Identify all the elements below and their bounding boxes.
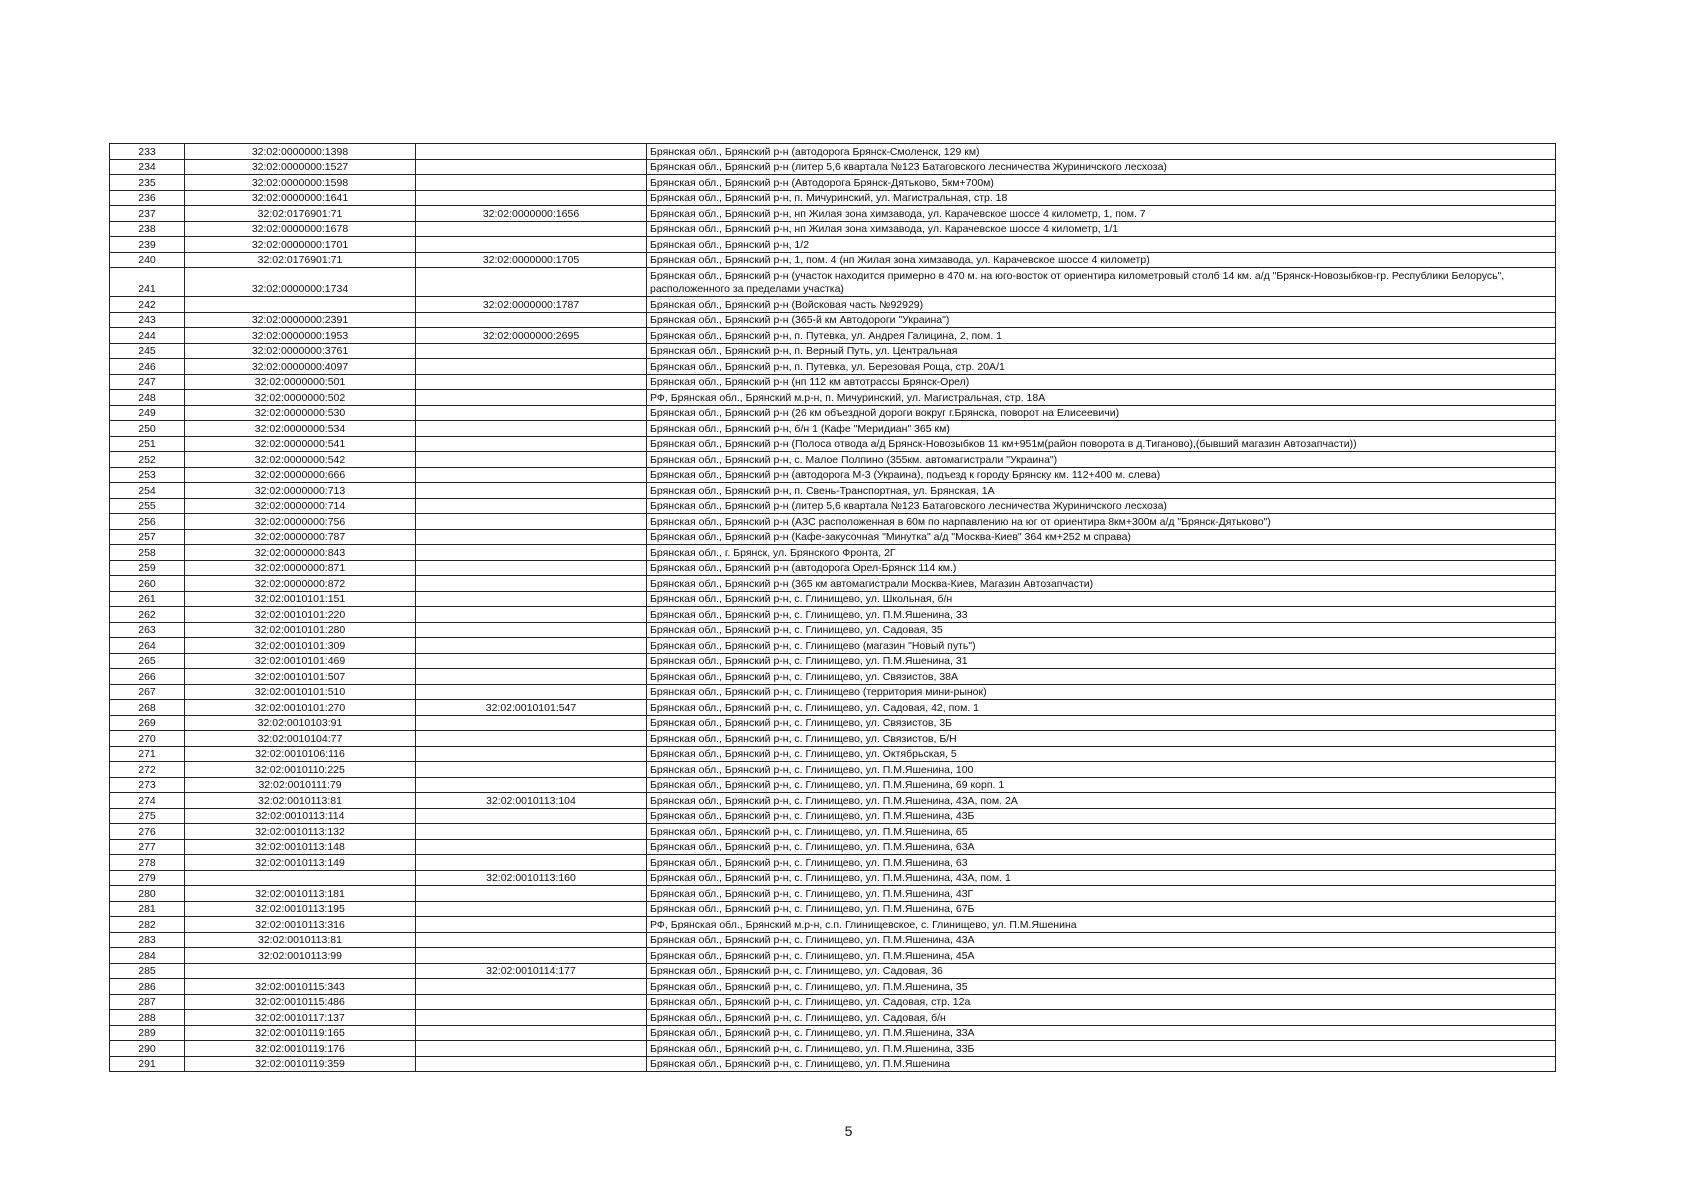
row-number-cell: 258 xyxy=(110,545,185,561)
parent-cadastral-number-cell xyxy=(416,762,647,778)
cadastral-number-cell: 32:02:0000000:502 xyxy=(185,390,416,406)
parent-cadastral-number-cell: 32:02:0000000:1787 xyxy=(416,297,647,313)
cadastral-number-cell: 32:02:0010101:309 xyxy=(185,638,416,654)
row-number-cell: 266 xyxy=(110,669,185,685)
address-cell: Брянская обл., Брянский р-н (Войсковая часть №92929) xyxy=(647,297,1556,313)
cadastral-number-cell: 32:02:0010113:316 xyxy=(185,917,416,933)
cadastral-number-cell: 32:02:0010101:469 xyxy=(185,653,416,669)
cadastral-number-cell: 32:02:0000000:501 xyxy=(185,374,416,390)
cadastral-number-cell: 32:02:0000000:541 xyxy=(185,436,416,452)
cadastral-number-cell: 32:02:0010113:114 xyxy=(185,808,416,824)
parent-cadastral-number-cell xyxy=(416,436,647,452)
parent-cadastral-number-cell: 32:02:0000000:2695 xyxy=(416,328,647,344)
row-number-cell: 237 xyxy=(110,206,185,222)
address-cell: Брянская обл., Брянский р-н, нп Жилая зона химзавода, ул. Карачевское шоссе 4 километр, 1/1 xyxy=(647,221,1556,237)
row-number-cell: 274 xyxy=(110,793,185,809)
table-row xyxy=(110,948,1556,964)
table-row xyxy=(110,901,1556,917)
row-number-cell: 241 xyxy=(110,268,185,297)
row-number-cell: 268 xyxy=(110,700,185,716)
table-row xyxy=(110,731,1556,747)
parent-cadastral-number-cell xyxy=(416,1025,647,1041)
table-row xyxy=(110,824,1556,840)
address-cell: Брянская обл., Брянский р-н, с. Глинищево, ул. П.М.Яшенина, 43Б xyxy=(647,808,1556,824)
row-number-cell: 264 xyxy=(110,638,185,654)
parent-cadastral-number-cell: 32:02:0010101:547 xyxy=(416,700,647,716)
row-number-cell: 261 xyxy=(110,591,185,607)
cadastral-number-cell: 32:02:0010104:77 xyxy=(185,731,416,747)
parent-cadastral-number-cell xyxy=(416,994,647,1010)
row-number-cell: 256 xyxy=(110,514,185,530)
cadastral-number-cell: 32:02:0010115:486 xyxy=(185,994,416,1010)
row-number-cell: 239 xyxy=(110,237,185,253)
address-cell: Брянская обл., Брянский р-н, с. Глинищево, ул. П.М.Яшенина, 35 xyxy=(647,979,1556,995)
parent-cadastral-number-cell xyxy=(416,144,647,160)
parent-cadastral-number-cell xyxy=(416,622,647,638)
address-cell: Брянская обл., Брянский р-н, с. Глинищево, ул. П.М.Яшенина, 100 xyxy=(647,762,1556,778)
address-cell: Брянская обл., Брянский р-н (Автодорога Брянск-Дятьково, 5км+700м) xyxy=(647,175,1556,191)
row-number-cell: 235 xyxy=(110,175,185,191)
parent-cadastral-number-cell xyxy=(416,839,647,855)
parent-cadastral-number-cell xyxy=(416,175,647,191)
table-row xyxy=(110,777,1556,793)
row-number-cell: 284 xyxy=(110,948,185,964)
cadastral-number-cell: 32:02:0010113:81 xyxy=(185,793,416,809)
row-number-cell: 249 xyxy=(110,405,185,421)
row-number-cell: 273 xyxy=(110,777,185,793)
table-row xyxy=(110,498,1556,514)
parent-cadastral-number-cell xyxy=(416,855,647,871)
row-number-cell: 260 xyxy=(110,576,185,592)
table-row xyxy=(110,669,1556,685)
row-number-cell: 248 xyxy=(110,390,185,406)
parent-cadastral-number-cell: 32:02:0010114:177 xyxy=(416,963,647,979)
table-row xyxy=(110,638,1556,654)
table-row xyxy=(110,328,1556,344)
table-row xyxy=(110,1025,1556,1041)
parent-cadastral-number-cell xyxy=(416,576,647,592)
address-cell: Брянская обл., Брянский р-н, п. Верный Путь, ул. Центральная xyxy=(647,343,1556,359)
parent-cadastral-number-cell xyxy=(416,777,647,793)
table-row xyxy=(110,221,1556,237)
table-row xyxy=(110,855,1556,871)
address-cell: Брянская обл., Брянский р-н, с. Глинищево, ул. Связистов, 3Б xyxy=(647,715,1556,731)
cadastral-number-cell: 32:02:0000000:1701 xyxy=(185,237,416,253)
parent-cadastral-number-cell: 32:02:0000000:1656 xyxy=(416,206,647,222)
cadastral-number-cell: 32:02:0010110:225 xyxy=(185,762,416,778)
cadastral-number-cell: 32:02:0010113:148 xyxy=(185,839,416,855)
row-number-cell: 250 xyxy=(110,421,185,437)
cadastral-number-cell: 32:02:0000000:534 xyxy=(185,421,416,437)
table-row xyxy=(110,190,1556,206)
parent-cadastral-number-cell xyxy=(416,268,647,297)
row-number-cell: 287 xyxy=(110,994,185,1010)
row-number-cell: 246 xyxy=(110,359,185,375)
table-row xyxy=(110,607,1556,623)
parent-cadastral-number-cell xyxy=(416,1010,647,1026)
address-cell: Брянская обл., Брянский р-н, с. Глинищево, ул. П.М.Яшенина, 43А, пом. 1 xyxy=(647,870,1556,886)
table-row xyxy=(110,932,1556,948)
parent-cadastral-number-cell xyxy=(416,343,647,359)
parent-cadastral-number-cell xyxy=(416,607,647,623)
table-row xyxy=(110,252,1556,268)
address-cell: Брянская обл., Брянский р-н, с. Глинищево, ул. П.М.Яшенина, 43А xyxy=(647,932,1556,948)
cadastral-number-cell: 32:02:0010113:181 xyxy=(185,886,416,902)
cadastral-number-cell: 32:02:0010101:280 xyxy=(185,622,416,638)
row-number-cell: 243 xyxy=(110,312,185,328)
table-row xyxy=(110,576,1556,592)
row-number-cell: 257 xyxy=(110,529,185,545)
cadastral-number-cell: 32:02:0000000:714 xyxy=(185,498,416,514)
cadastral-number-cell: 32:02:0000000:787 xyxy=(185,529,416,545)
table-row xyxy=(110,622,1556,638)
row-number-cell: 277 xyxy=(110,839,185,855)
parent-cadastral-number-cell xyxy=(416,1056,647,1072)
address-cell: РФ, Брянская обл., Брянский м.р-н, с.п. Глинищевское, с. Глинищево, ул. П.М.Яшенина xyxy=(647,917,1556,933)
table-row xyxy=(110,886,1556,902)
address-cell: Брянская обл., Брянский р-н, п. Путевка, ул. Березовая Роща, стр. 20А/1 xyxy=(647,359,1556,375)
row-number-cell: 262 xyxy=(110,607,185,623)
address-cell: Брянская обл., Брянский р-н, с. Глинищево, ул. П.М.Яшенина, 45А xyxy=(647,948,1556,964)
cadastral-number-cell: 32:02:0000000:1734 xyxy=(185,268,416,297)
parent-cadastral-number-cell xyxy=(416,1041,647,1057)
parent-cadastral-number-cell xyxy=(416,669,647,685)
address-cell: Брянская обл., Брянский р-н, с. Глинищево, ул. П.М.Яшенина, 33А xyxy=(647,1025,1556,1041)
parent-cadastral-number-cell xyxy=(416,483,647,499)
parent-cadastral-number-cell xyxy=(416,684,647,700)
address-cell: Брянская обл., Брянский р-н (Полоса отвода а/д Брянск-Новозыбков 11 км+951м(район поворота в д.Тиганово),(бывший магазин Автозапчасти)) xyxy=(647,436,1556,452)
parent-cadastral-number-cell xyxy=(416,886,647,902)
address-cell: Брянская обл., Брянский р-н, с. Глинищево, ул. П.М.Яшенина, 63 xyxy=(647,855,1556,871)
table-row xyxy=(110,144,1556,160)
row-number-cell: 281 xyxy=(110,901,185,917)
table-row xyxy=(110,312,1556,328)
row-number-cell: 252 xyxy=(110,452,185,468)
parent-cadastral-number-cell xyxy=(416,467,647,483)
address-cell: Брянская обл., Брянский р-н, с. Глинищево, ул. Садовая, 42, пом. 1 xyxy=(647,700,1556,716)
address-cell: Брянская обл., Брянский р-н, с. Глинищево, ул. Связистов, Б/Н xyxy=(647,731,1556,747)
cadastral-number-cell: 32:02:0010113:81 xyxy=(185,932,416,948)
cadastral-number-cell xyxy=(185,297,416,313)
table-body xyxy=(110,144,1556,1072)
row-number-cell: 286 xyxy=(110,979,185,995)
row-number-cell: 247 xyxy=(110,374,185,390)
table-row xyxy=(110,1041,1556,1057)
address-cell: Брянская обл., Брянский р-н, б/н 1 (Кафе "Меридиан" 365 км) xyxy=(647,421,1556,437)
cadastral-number-cell: 32:02:0000000:1953 xyxy=(185,328,416,344)
cadastral-number-cell: 32:02:0000000:1527 xyxy=(185,159,416,175)
table-row xyxy=(110,374,1556,390)
cadastral-number-cell: 32:02:0010119:359 xyxy=(185,1056,416,1072)
parent-cadastral-number-cell: 32:02:0010113:160 xyxy=(416,870,647,886)
cadastral-number-cell: 32:02:0176901:71 xyxy=(185,252,416,268)
parent-cadastral-number-cell xyxy=(416,545,647,561)
cadastral-number-cell: 32:02:0000000:542 xyxy=(185,452,416,468)
cadastral-number-cell: 32:02:0010101:270 xyxy=(185,700,416,716)
parent-cadastral-number-cell xyxy=(416,514,647,530)
table-row xyxy=(110,268,1556,297)
table-row xyxy=(110,405,1556,421)
cadastral-number-cell: 32:02:0000000:1398 xyxy=(185,144,416,160)
address-cell: Брянская обл., Брянский р-н, с. Глинищево, ул. П.М.Яшенина, 43Г xyxy=(647,886,1556,902)
table-row xyxy=(110,994,1556,1010)
address-cell: Брянская обл., Брянский р-н, с. Глинищево, ул. П.М.Яшенина, 65 xyxy=(647,824,1556,840)
cadastral-number-cell: 32:02:0000000:871 xyxy=(185,560,416,576)
parent-cadastral-number-cell xyxy=(416,653,647,669)
cadastral-number-cell: 32:02:0010111:79 xyxy=(185,777,416,793)
parent-cadastral-number-cell xyxy=(416,948,647,964)
parent-cadastral-number-cell xyxy=(416,221,647,237)
row-number-cell: 280 xyxy=(110,886,185,902)
parent-cadastral-number-cell xyxy=(416,498,647,514)
address-cell: Брянская обл., Брянский р-н, с. Глинищево, ул. Садовая, б/н xyxy=(647,1010,1556,1026)
cadastral-number-cell: 32:02:0000000:2391 xyxy=(185,312,416,328)
cadastral-number-cell: 32:02:0000000:530 xyxy=(185,405,416,421)
cadastral-number-cell: 32:02:0010119:176 xyxy=(185,1041,416,1057)
row-number-cell: 263 xyxy=(110,622,185,638)
row-number-cell: 265 xyxy=(110,653,185,669)
table-row xyxy=(110,545,1556,561)
address-cell: Брянская обл., Брянский р-н (автодорога Орел-Брянск 114 км.) xyxy=(647,560,1556,576)
row-number-cell: 270 xyxy=(110,731,185,747)
address-cell: Брянская обл., Брянский р-н, с. Глинищево, ул. Школьная, б/н xyxy=(647,591,1556,607)
address-cell: Брянская обл., Брянский р-н (365 км автомагистрали Москва-Киев, Магазин Автозапчасти) xyxy=(647,576,1556,592)
address-cell: Брянская обл., Брянский р-н, 1/2 xyxy=(647,237,1556,253)
address-cell: Брянская обл., Брянский р-н, с. Глинищево, ул. П.М.Яшенина, 33Б xyxy=(647,1041,1556,1057)
row-number-cell: 234 xyxy=(110,159,185,175)
parent-cadastral-number-cell xyxy=(416,390,647,406)
table-row xyxy=(110,793,1556,809)
table-row xyxy=(110,359,1556,375)
table-row xyxy=(110,529,1556,545)
row-number-cell: 245 xyxy=(110,343,185,359)
cadastral-number-cell: 32:02:0176901:71 xyxy=(185,206,416,222)
row-number-cell: 238 xyxy=(110,221,185,237)
cadastral-number-cell: 32:02:0010119:165 xyxy=(185,1025,416,1041)
cadastral-number-cell: 32:02:0000000:3761 xyxy=(185,343,416,359)
address-cell: Брянская обл., Брянский р-н, с. Глинищево, ул. П.М.Яшенина, 31 xyxy=(647,653,1556,669)
address-cell: Брянская обл., Брянский р-н, с. Глинищево, ул. П.М.Яшенина, 67Б xyxy=(647,901,1556,917)
row-number-cell: 240 xyxy=(110,252,185,268)
cadastral-number-cell: 32:02:0010103:91 xyxy=(185,715,416,731)
address-cell: Брянская обл., Брянский р-н, с. Глинищево, ул. П.М.Яшенина xyxy=(647,1056,1556,1072)
address-cell: Брянская обл., Брянский р-н (литер 5,6 квартала №123 Батаговского лесничества Журиничского лесхоза) xyxy=(647,498,1556,514)
address-cell: Брянская обл., Брянский р-н, с. Глинищево, ул. П.М.Яшенина, 69 корп. 1 xyxy=(647,777,1556,793)
row-number-cell: 278 xyxy=(110,855,185,871)
address-cell: Брянская обл., Брянский р-н (АЗС расположенная в 60м по нарпавлению на юг от ориентира 8км+300м а/д "Брянск-Дятьково") xyxy=(647,514,1556,530)
row-number-cell: 290 xyxy=(110,1041,185,1057)
cadastral-number-cell: 32:02:0010117:137 xyxy=(185,1010,416,1026)
cadastral-number-cell: 32:02:0010101:220 xyxy=(185,607,416,623)
row-number-cell: 285 xyxy=(110,963,185,979)
address-cell: Брянская обл., Брянский р-н, с. Глинищево, ул. П.М.Яшенина, 63А xyxy=(647,839,1556,855)
address-cell: РФ, Брянская обл., Брянский м.р-н, п. Мичуринский, ул. Магистральная, стр. 18А xyxy=(647,390,1556,406)
parent-cadastral-number-cell xyxy=(416,638,647,654)
table-row xyxy=(110,870,1556,886)
table-row xyxy=(110,452,1556,468)
parent-cadastral-number-cell: 32:02:0000000:1705 xyxy=(416,252,647,268)
table-row xyxy=(110,653,1556,669)
cadastral-table xyxy=(109,143,1556,1072)
table-row xyxy=(110,390,1556,406)
address-cell: Брянская обл., Брянский р-н, п. Путевка, ул. Андрея Галицина, 2, пом. 1 xyxy=(647,328,1556,344)
cadastral-number-cell: 32:02:0010113:99 xyxy=(185,948,416,964)
address-cell: Брянская обл., Брянский р-н (литер 5,6 квартала №123 Батаговского лесничества Журиничского лесхоза) xyxy=(647,159,1556,175)
row-number-cell: 291 xyxy=(110,1056,185,1072)
parent-cadastral-number-cell xyxy=(416,808,647,824)
address-cell: Брянская обл., г. Брянск, ул. Брянского Фронта, 2Г xyxy=(647,545,1556,561)
row-number-cell: 244 xyxy=(110,328,185,344)
table-row xyxy=(110,591,1556,607)
row-number-cell: 255 xyxy=(110,498,185,514)
parent-cadastral-number-cell xyxy=(416,452,647,468)
address-cell: Брянская обл., Брянский р-н (26 км объездной дороги вокруг г.Брянска, поворот на Елисеевичи) xyxy=(647,405,1556,421)
parent-cadastral-number-cell xyxy=(416,359,647,375)
table-row xyxy=(110,175,1556,191)
parent-cadastral-number-cell xyxy=(416,731,647,747)
table-row xyxy=(110,700,1556,716)
parent-cadastral-number-cell xyxy=(416,979,647,995)
address-cell: Брянская обл., Брянский р-н, с. Глинищево (магазин "Новый путь") xyxy=(647,638,1556,654)
parent-cadastral-number-cell xyxy=(416,715,647,731)
address-cell: Брянская обл., Брянский р-н, нп Жилая зона химзавода, ул. Карачевское шоссе 4 километр, 1, пом. 7 xyxy=(647,206,1556,222)
address-cell: Брянская обл., Брянский р-н, с. Глинищево, ул. Садовая, стр. 12а xyxy=(647,994,1556,1010)
table-row xyxy=(110,237,1556,253)
row-number-cell: 251 xyxy=(110,436,185,452)
parent-cadastral-number-cell xyxy=(416,591,647,607)
parent-cadastral-number-cell xyxy=(416,190,647,206)
row-number-cell: 282 xyxy=(110,917,185,933)
parent-cadastral-number-cell xyxy=(416,237,647,253)
row-number-cell: 259 xyxy=(110,560,185,576)
cadastral-number-cell: 32:02:0010115:343 xyxy=(185,979,416,995)
table-row xyxy=(110,979,1556,995)
row-number-cell: 288 xyxy=(110,1010,185,1026)
cadastral-number-cell: 32:02:0010106:116 xyxy=(185,746,416,762)
address-cell: Брянская обл., Брянский р-н, с. Глинищево, ул. Садовая, 36 xyxy=(647,963,1556,979)
cadastral-number-cell: 32:02:0000000:756 xyxy=(185,514,416,530)
parent-cadastral-number-cell xyxy=(416,159,647,175)
row-number-cell: 233 xyxy=(110,144,185,160)
parent-cadastral-number-cell xyxy=(416,529,647,545)
table-row xyxy=(110,1010,1556,1026)
cadastral-number-cell: 32:02:0010113:195 xyxy=(185,901,416,917)
cadastral-number-cell: 32:02:0010101:151 xyxy=(185,591,416,607)
table-row xyxy=(110,762,1556,778)
cadastral-number-cell xyxy=(185,963,416,979)
parent-cadastral-number-cell xyxy=(416,312,647,328)
cadastral-number-cell: 32:02:0000000:666 xyxy=(185,467,416,483)
table-row xyxy=(110,159,1556,175)
parent-cadastral-number-cell xyxy=(416,917,647,933)
cadastral-number-cell: 32:02:0000000:1598 xyxy=(185,175,416,191)
address-cell: Брянская обл., Брянский р-н, с. Глинищево, ул. П.М.Яшенина, 43А, пом. 2А xyxy=(647,793,1556,809)
cadastral-number-cell: 32:02:0010113:149 xyxy=(185,855,416,871)
address-cell: Брянская обл., Брянский р-н (365-й км Автодороги "Украина") xyxy=(647,312,1556,328)
table-row xyxy=(110,206,1556,222)
table-row xyxy=(110,467,1556,483)
address-cell: Брянская обл., Брянский р-н (автодорога М-3 (Украина), подъезд к городу Брянску км. 112+400 м. слева) xyxy=(647,467,1556,483)
table-row xyxy=(110,343,1556,359)
table-row xyxy=(110,514,1556,530)
cadastral-number-cell: 32:02:0000000:872 xyxy=(185,576,416,592)
address-cell: Брянская обл., Брянский р-н (нп 112 км автотрассы Брянск-Орел) xyxy=(647,374,1556,390)
row-number-cell: 283 xyxy=(110,932,185,948)
cadastral-number-cell: 32:02:0000000:1641 xyxy=(185,190,416,206)
table-row xyxy=(110,297,1556,313)
row-number-cell: 253 xyxy=(110,467,185,483)
table-row xyxy=(110,715,1556,731)
table-row xyxy=(110,483,1556,499)
address-cell: Брянская обл., Брянский р-н, п. Свень-Транспортная, ул. Брянская, 1А xyxy=(647,483,1556,499)
address-cell: Брянская обл., Брянский р-н, с. Глинищево, ул. Октябрьская, 5 xyxy=(647,746,1556,762)
row-number-cell: 276 xyxy=(110,824,185,840)
parent-cadastral-number-cell xyxy=(416,374,647,390)
cadastral-number-cell: 32:02:0000000:1678 xyxy=(185,221,416,237)
address-cell: Брянская обл., Брянский р-н, с. Глинищево, ул. Связистов, 38А xyxy=(647,669,1556,685)
cadastral-number-cell: 32:02:0010101:507 xyxy=(185,669,416,685)
row-number-cell: 279 xyxy=(110,870,185,886)
parent-cadastral-number-cell: 32:02:0010113:104 xyxy=(416,793,647,809)
table-row xyxy=(110,1056,1556,1072)
address-cell: Брянская обл., Брянский р-н (автодорога Брянск-Смоленск, 129 км) xyxy=(647,144,1556,160)
address-cell: Брянская обл., Брянский р-н, с. Глинищево, ул. Садовая, 35 xyxy=(647,622,1556,638)
cadastral-number-cell: 32:02:0000000:713 xyxy=(185,483,416,499)
parent-cadastral-number-cell xyxy=(416,932,647,948)
cadastral-number-cell: 32:02:0010101:510 xyxy=(185,684,416,700)
table-row xyxy=(110,746,1556,762)
cadastral-number-cell: 32:02:0010113:132 xyxy=(185,824,416,840)
row-number-cell: 271 xyxy=(110,746,185,762)
parent-cadastral-number-cell xyxy=(416,824,647,840)
table-row xyxy=(110,436,1556,452)
cadastral-number-cell: 32:02:0000000:4097 xyxy=(185,359,416,375)
parent-cadastral-number-cell xyxy=(416,746,647,762)
cadastral-number-cell xyxy=(185,870,416,886)
table-row xyxy=(110,421,1556,437)
row-number-cell: 236 xyxy=(110,190,185,206)
table-row xyxy=(110,963,1556,979)
table-row xyxy=(110,684,1556,700)
address-cell: Брянская обл., Брянский р-н, с. Глинищево (территория мини-рынок) xyxy=(647,684,1556,700)
table-row xyxy=(110,839,1556,855)
address-cell: Брянская обл., Брянский р-н (Кафе-закусочная "Минутка" а/д "Москва-Киев" 364 км+252 м справа) xyxy=(647,529,1556,545)
table-row xyxy=(110,808,1556,824)
address-cell: Брянская обл., Брянский р-н, с. Малое Полпино (355км. автомагистрали "Украина") xyxy=(647,452,1556,468)
cadastral-number-cell: 32:02:0000000:843 xyxy=(185,545,416,561)
table-row xyxy=(110,917,1556,933)
row-number-cell: 242 xyxy=(110,297,185,313)
parent-cadastral-number-cell xyxy=(416,901,647,917)
parent-cadastral-number-cell xyxy=(416,421,647,437)
parent-cadastral-number-cell xyxy=(416,405,647,421)
row-number-cell: 267 xyxy=(110,684,185,700)
page-number: 5 xyxy=(844,1123,853,1139)
address-cell: Брянская обл., Брянский р-н, 1, пом. 4 (нп Жилая зона химзавода, ул. Карачевское шоссе 4 километр) xyxy=(647,252,1556,268)
address-cell: Брянская обл., Брянский р-н, с. Глинищево, ул. П.М.Яшенина, 33 xyxy=(647,607,1556,623)
row-number-cell: 269 xyxy=(110,715,185,731)
address-cell: Брянская обл., Брянский р-н, п. Мичуринский, ул. Магистральная, стр. 18 xyxy=(647,190,1556,206)
address-cell: Брянская обл., Брянский р-н (участок находится примерно в 470 м. на юго-восток от ориентира километровый столб 14 км. а/д "Брянск-Новозыбков-гр. Республики Белорусь", расположенного за пределами участка) xyxy=(647,268,1556,297)
parent-cadastral-number-cell xyxy=(416,560,647,576)
row-number-cell: 289 xyxy=(110,1025,185,1041)
row-number-cell: 272 xyxy=(110,762,185,778)
table-row xyxy=(110,560,1556,576)
row-number-cell: 275 xyxy=(110,808,185,824)
row-number-cell: 254 xyxy=(110,483,185,499)
